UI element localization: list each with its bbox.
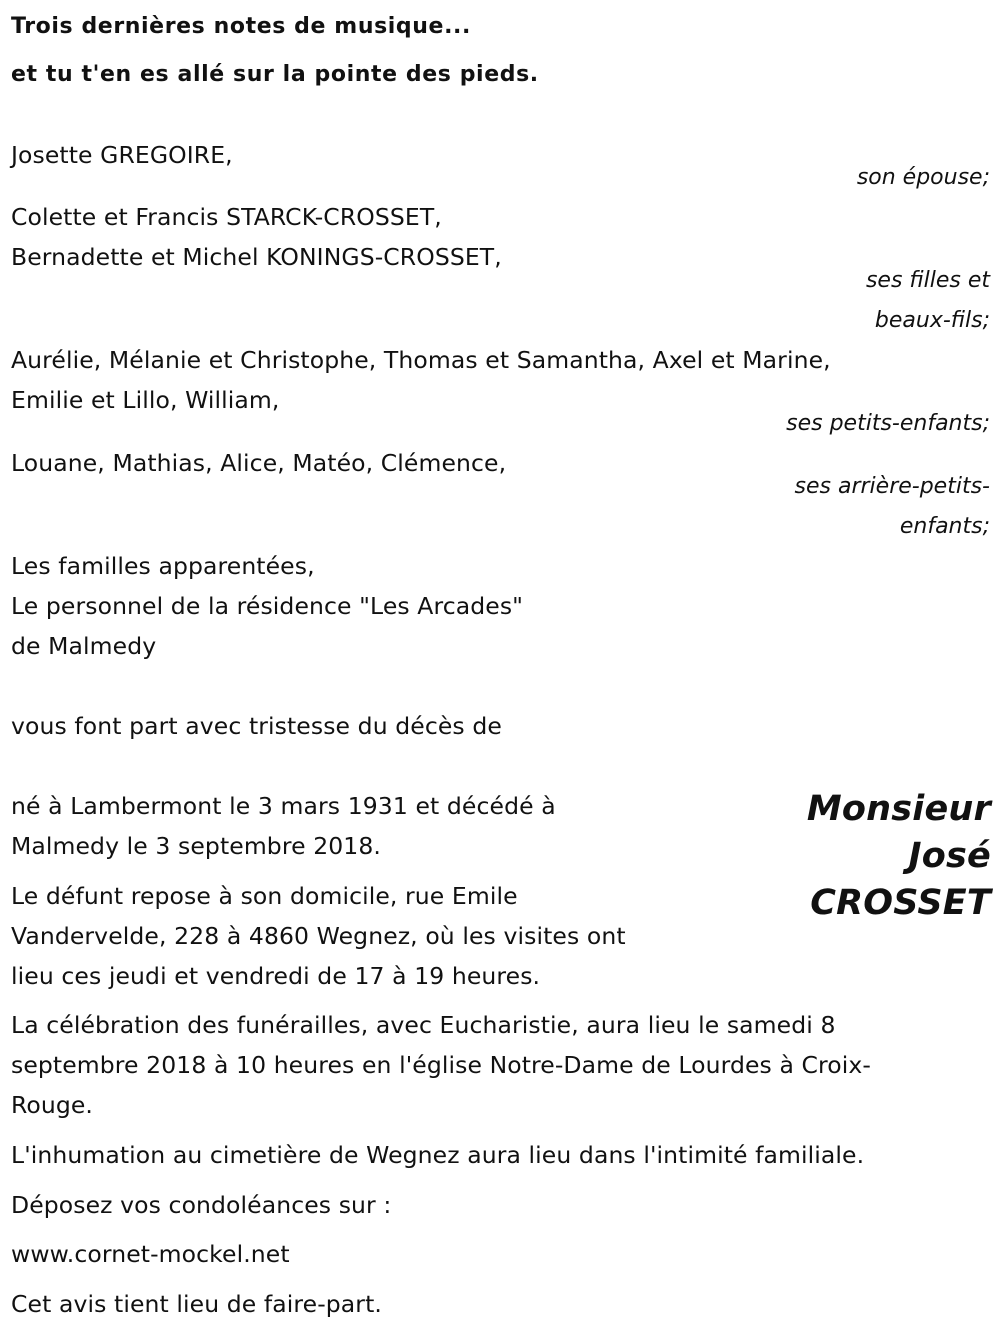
birth-line-1: né à Lambermont le 3 mars 1931 et décédé à — [11, 792, 556, 820]
rest-line-2: Vandervelde, 228 à 4860 Wegnez, où les visites ont — [11, 922, 626, 950]
funeral-line-1: La célébration des funérailles, avec Eucharistie, aura lieu le samedi 8 — [11, 1011, 836, 1039]
closing-text: Cet avis tient lieu de faire-part. — [11, 1290, 382, 1318]
deceased-last-name: CROSSET — [810, 883, 991, 923]
grandchildren-relation: ses petits-enfants; — [786, 411, 990, 436]
deceased-first-name: José — [908, 836, 991, 876]
daughters-relation-2: beaux-fils; — [874, 308, 990, 333]
daughters-line-2: Bernadette et Michel KONINGS-CROSSET, — [11, 243, 502, 271]
grandchildren-line-2: Emilie et Lillo, William, — [11, 386, 280, 414]
website-link[interactable]: www.cornet-mockel.net — [11, 1240, 290, 1268]
others-line-3: de Malmedy — [11, 632, 157, 660]
burial-text: L'inhumation au cimetière de Wegnez aura lieu dans l'intimité familiale. — [11, 1141, 865, 1169]
great-grandchildren-relation-2: enfants; — [899, 514, 990, 539]
daughters-line-1: Colette et Francis STARCK-CROSSET, — [11, 203, 442, 231]
birth-line-2: Malmedy le 3 septembre 2018. — [11, 832, 381, 860]
heading-line-1: Trois dernières notes de musique... — [11, 14, 471, 39]
others-line-2: Le personnel de la résidence "Les Arcades" — [11, 592, 524, 620]
condolences-text: Déposez vos condoléances sur : — [11, 1191, 392, 1219]
daughters-relation-1: ses filles et — [865, 268, 990, 293]
others-line-1: Les familles apparentées, — [11, 552, 315, 580]
rest-line-3: lieu ces jeudi et vendredi de 17 à 19 heures. — [11, 962, 541, 990]
rest-line-1: Le défunt repose à son domicile, rue Emile — [11, 882, 518, 910]
spouse-relation: son épouse; — [856, 165, 990, 190]
great-grandchildren-line: Louane, Mathias, Alice, Matéo, Clémence, — [11, 449, 507, 477]
deceased-name-block — [807, 786, 991, 927]
announcement-text: vous font part avec tristesse du décès de — [11, 712, 502, 740]
deceased-title: Monsieur — [806, 789, 991, 829]
funeral-line-3: Rouge. — [11, 1091, 93, 1119]
grandchildren-line-1: Aurélie, Mélanie et Christophe, Thomas et Samantha, Axel et Marine, — [11, 346, 831, 374]
spouse-name: Josette GREGOIRE, — [11, 141, 233, 169]
great-grandchildren-relation-1: ses arrière-petits- — [794, 474, 990, 499]
heading-line-2: et tu t'en es allé sur la pointe des pieds. — [11, 62, 539, 87]
funeral-line-2: septembre 2018 à 10 heures en l'église Notre-Dame de Lourdes à Croix- — [11, 1051, 871, 1079]
